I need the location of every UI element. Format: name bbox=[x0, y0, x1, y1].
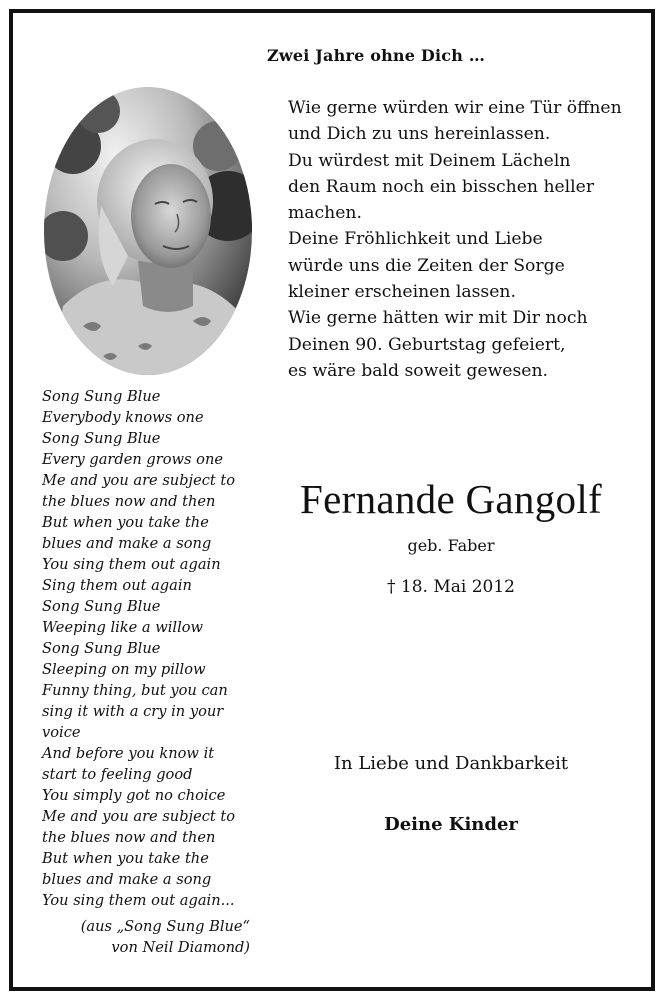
credit-line: (aus „Song Sung Blue“ bbox=[80, 918, 250, 935]
death-date: † 18. Mai 2012 bbox=[387, 577, 515, 597]
lyric-line: start to feeling good bbox=[42, 766, 193, 783]
deceased-name: Fernande Gangolf bbox=[300, 476, 602, 522]
lyric-line: blues and make a song bbox=[42, 535, 212, 552]
lyric-line: Me and you are subject to bbox=[42, 808, 236, 825]
lyric-line: the blues now and then bbox=[42, 493, 216, 510]
poem-line: machen. bbox=[288, 203, 362, 224]
lyric-line: But when you take the bbox=[42, 514, 209, 531]
lyric-line: Song Sung Blue bbox=[42, 430, 161, 447]
portrait-photo bbox=[43, 86, 253, 376]
lyric-line: the blues now and then bbox=[42, 829, 216, 846]
poem-line: Deinen 90. Geburtstag gefeiert, bbox=[288, 334, 566, 355]
poem-line: den Raum noch ein bisschen heller bbox=[288, 176, 595, 197]
lyric-line: Sing them out again bbox=[42, 577, 192, 594]
poem-line: Wie gerne würden wir eine Tür öffnen bbox=[288, 98, 622, 118]
portrait-image bbox=[43, 86, 253, 376]
lyric-line: Song Sung Blue bbox=[42, 640, 161, 657]
lyric-line: But when you take the bbox=[42, 850, 209, 867]
credit-line: von Neil Diamond) bbox=[111, 939, 250, 956]
lyric-line: You simply got no choice bbox=[42, 787, 226, 804]
heading: Zwei Jahre ohne Dich … bbox=[267, 46, 486, 65]
song-credit bbox=[42, 916, 250, 958]
poem-line: Deine Fröhlichkeit und Liebe bbox=[288, 229, 543, 250]
lyric-line: blues and make a song bbox=[42, 871, 212, 888]
poem-line: und Dich zu uns hereinlassen. bbox=[288, 124, 551, 145]
lyric-line: Sleeping on my pillow bbox=[42, 661, 206, 678]
lyric-line: And before you know it bbox=[42, 745, 215, 762]
lyric-line: You sing them out again bbox=[42, 556, 221, 573]
lyric-line: Song Sung Blue bbox=[42, 388, 161, 405]
lyric-line: voice bbox=[42, 724, 81, 741]
signature: Deine Kinder bbox=[384, 814, 518, 835]
lyric-line: Me and you are subject to bbox=[42, 472, 236, 489]
poem-line: Du würdest mit Deinem Lächeln bbox=[288, 150, 571, 171]
lyric-line: Song Sung Blue bbox=[42, 598, 161, 615]
german-poem bbox=[288, 95, 622, 384]
poem-line: Wie gerne hätten wir mit Dir noch bbox=[288, 308, 588, 329]
poem-line: es wäre bald soweit gewesen. bbox=[288, 360, 548, 381]
lyric-line: Every garden grows one bbox=[42, 451, 223, 468]
poem-line: kleiner erscheinen lassen. bbox=[288, 282, 516, 303]
lyric-line: Everybody knows one bbox=[42, 409, 204, 426]
closing-phrase: In Liebe und Dankbarkeit bbox=[333, 753, 569, 774]
song-lyrics bbox=[42, 386, 235, 911]
lyric-line: sing it with a cry in your bbox=[42, 703, 224, 720]
lyric-line: Funny thing, but you can bbox=[42, 682, 228, 699]
lyric-line: You sing them out again... bbox=[42, 892, 235, 909]
lyric-line: Weeping like a willow bbox=[42, 619, 204, 636]
birth-name: geb. Faber bbox=[407, 536, 495, 555]
poem-line: würde uns die Zeiten der Sorge bbox=[288, 255, 565, 276]
